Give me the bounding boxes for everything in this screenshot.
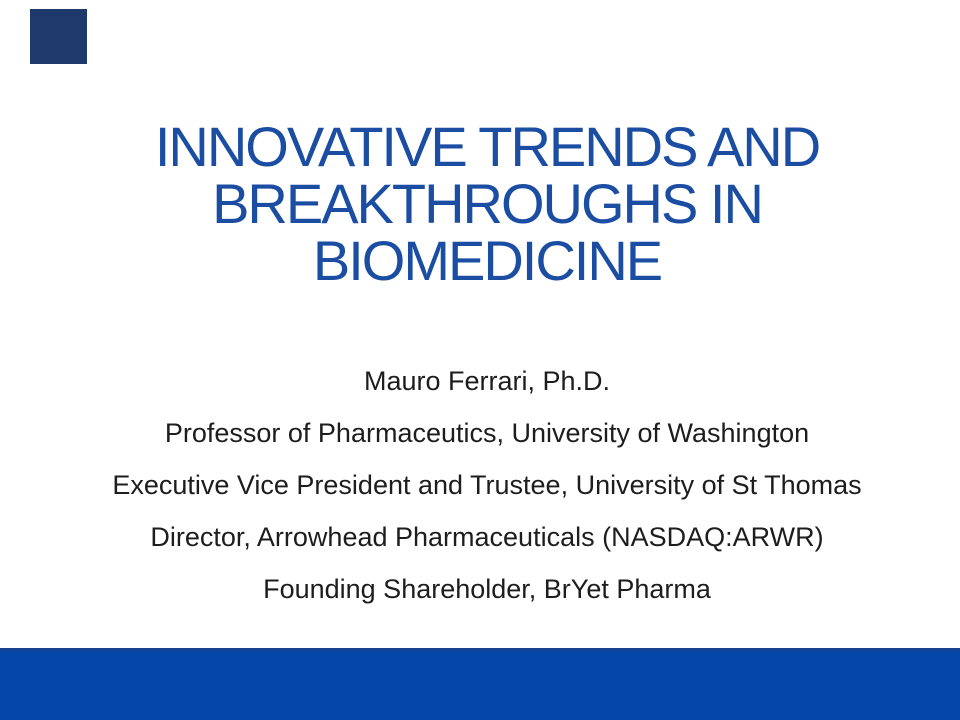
footer-accent-bar xyxy=(0,648,960,720)
affiliation-line-2: Executive Vice President and Trustee, University of St Thomas xyxy=(112,470,862,500)
affiliation-line-4: Founding Shareholder, BrYet Pharma xyxy=(263,574,711,604)
slide-subtitle xyxy=(0,355,960,615)
slide-title-line-2: BREAKTHROUGHS IN xyxy=(212,172,762,235)
slide-title xyxy=(0,115,960,292)
affiliation-line-1: Professor of Pharmaceutics, University of Washington xyxy=(164,418,810,448)
author-name-line: Mauro Ferrari, Ph.D. xyxy=(363,366,611,396)
slide-title-line-1: INNOVATIVE TRENDS AND xyxy=(154,115,820,178)
affiliation-line-3: Director, Arrowhead Pharmaceuticals (NASDAQ:ARWR) xyxy=(150,522,824,552)
corner-accent-square xyxy=(30,9,87,64)
slide-title-line-3: BIOMEDICINE xyxy=(312,229,662,292)
